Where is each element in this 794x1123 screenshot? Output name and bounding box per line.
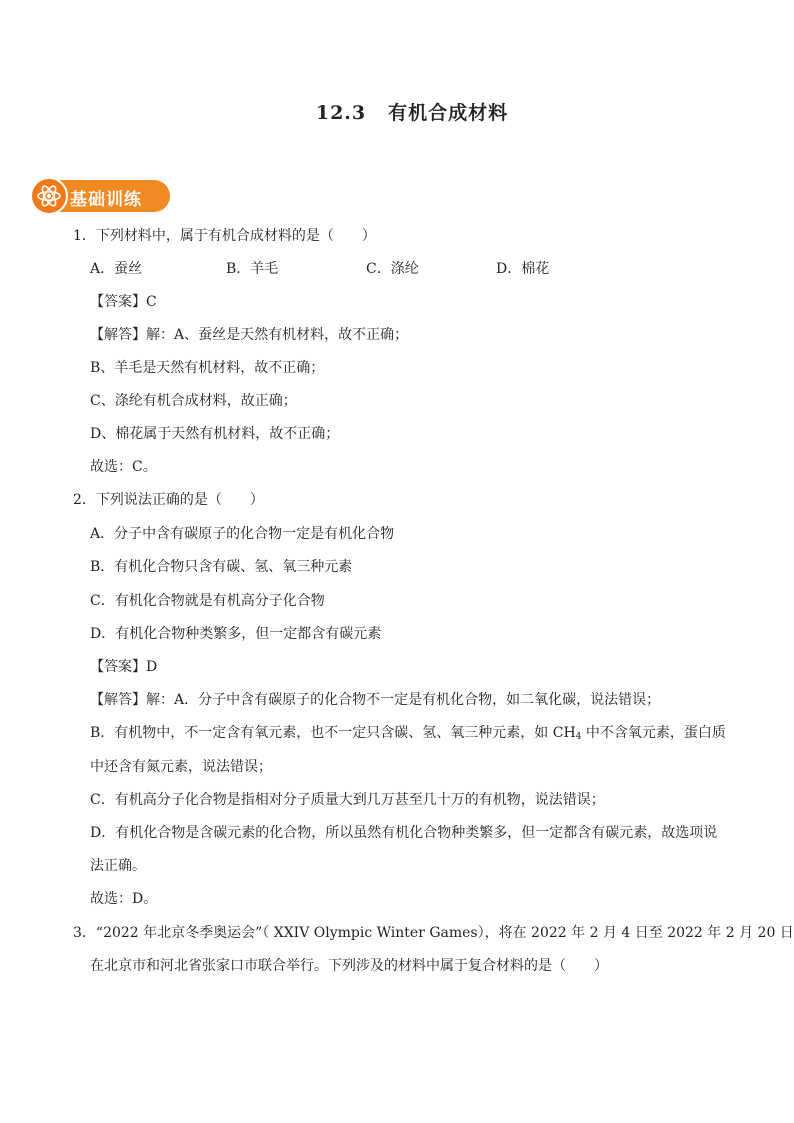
q2-choice: 故选：D。 bbox=[90, 891, 158, 907]
section-badge bbox=[30, 177, 170, 215]
question-1-stem: 1．下列材料中，属于有机合成材料的是（ ） bbox=[73, 228, 376, 244]
q2-option-d: D．有机化合物种类繁多，但一定都含有碳元素 bbox=[90, 626, 382, 642]
section-number: 12.3 bbox=[315, 102, 367, 124]
q2-analysis-d: D．有机化合物是含碳元素的化合物，所以虽然有机化合物种类繁多，但一定都含有碳元素，故选项说 bbox=[90, 825, 718, 841]
q2-answer: 【答案】D bbox=[90, 659, 158, 675]
title-text: 有机合成材料 bbox=[388, 102, 509, 124]
question-3-stem: 3．“2022 年北京冬季奥运会”（ XXIV Olympic Winter Games），将在 2022 年 2 月 4 日至 2022 年 2 月 20 日 bbox=[73, 925, 794, 941]
q1-option-a: A．蚕丝 bbox=[90, 261, 143, 277]
question-3-stem-continued: 在北京市和河北省张家口市联合举行。下列涉及的材料中属于复合材料的是（ ） bbox=[90, 958, 608, 974]
q2-analysis-a: 【解答】解：A．分子中含有碳原子的化合物不一定是有机化合物，如二氧化碳，说法错误； bbox=[90, 692, 661, 708]
q2-analysis-b bbox=[90, 723, 726, 747]
q1-option-d: D．棉花 bbox=[496, 261, 550, 277]
q2-option-b: B．有机化合物只含有碳、氢、氧三种元素 bbox=[90, 559, 353, 575]
q2-option-c: C．有机化合物就是有机高分子化合物 bbox=[90, 593, 325, 609]
q2-analysis-d-continued: 法正确。 bbox=[90, 858, 146, 874]
q2-analysis-b-continued: 中还含有氮元素，说法错误； bbox=[90, 759, 272, 775]
atom-icon bbox=[30, 177, 68, 215]
q2-analysis-b-text-end: 中不含氧元素，蛋白质 bbox=[581, 725, 726, 741]
q1-analysis-line: D、棉花属于天然有机材料，故不正确； bbox=[90, 426, 340, 442]
q1-option-b: B．羊毛 bbox=[226, 261, 279, 277]
q1-analysis-line: C、涤纶有机合成材料，故正确； bbox=[90, 393, 297, 409]
q2-option-a: A．分子中含有碳原子的化合物一定是有机化合物 bbox=[90, 526, 395, 542]
q1-choice: 故选：C。 bbox=[90, 459, 157, 475]
q1-analysis-line: 【解答】解：A、蚕丝是天然有机材料，故不正确； bbox=[90, 327, 409, 343]
q2-analysis-c: C．有机高分子化合物是指相对分子质量大到几万甚至几十万的有机物，说法错误； bbox=[90, 792, 605, 808]
q2-analysis-b-text: B．有机物中，不一定含有氧元素，也不一定只含碳、氢、氧三种元素，如 CH bbox=[90, 725, 576, 741]
q1-option-c: C．涤纶 bbox=[366, 261, 419, 277]
question-2-stem: 2．下列说法正确的是（ ） bbox=[73, 492, 264, 508]
page-title bbox=[0, 98, 794, 125]
q1-answer: 【答案】C bbox=[90, 294, 157, 310]
section-label: 基础训练 bbox=[70, 190, 142, 210]
q1-analysis-line: B、羊毛是天然有机材料，故不正确； bbox=[90, 360, 325, 376]
formula-subscript: 4 bbox=[575, 732, 582, 742]
